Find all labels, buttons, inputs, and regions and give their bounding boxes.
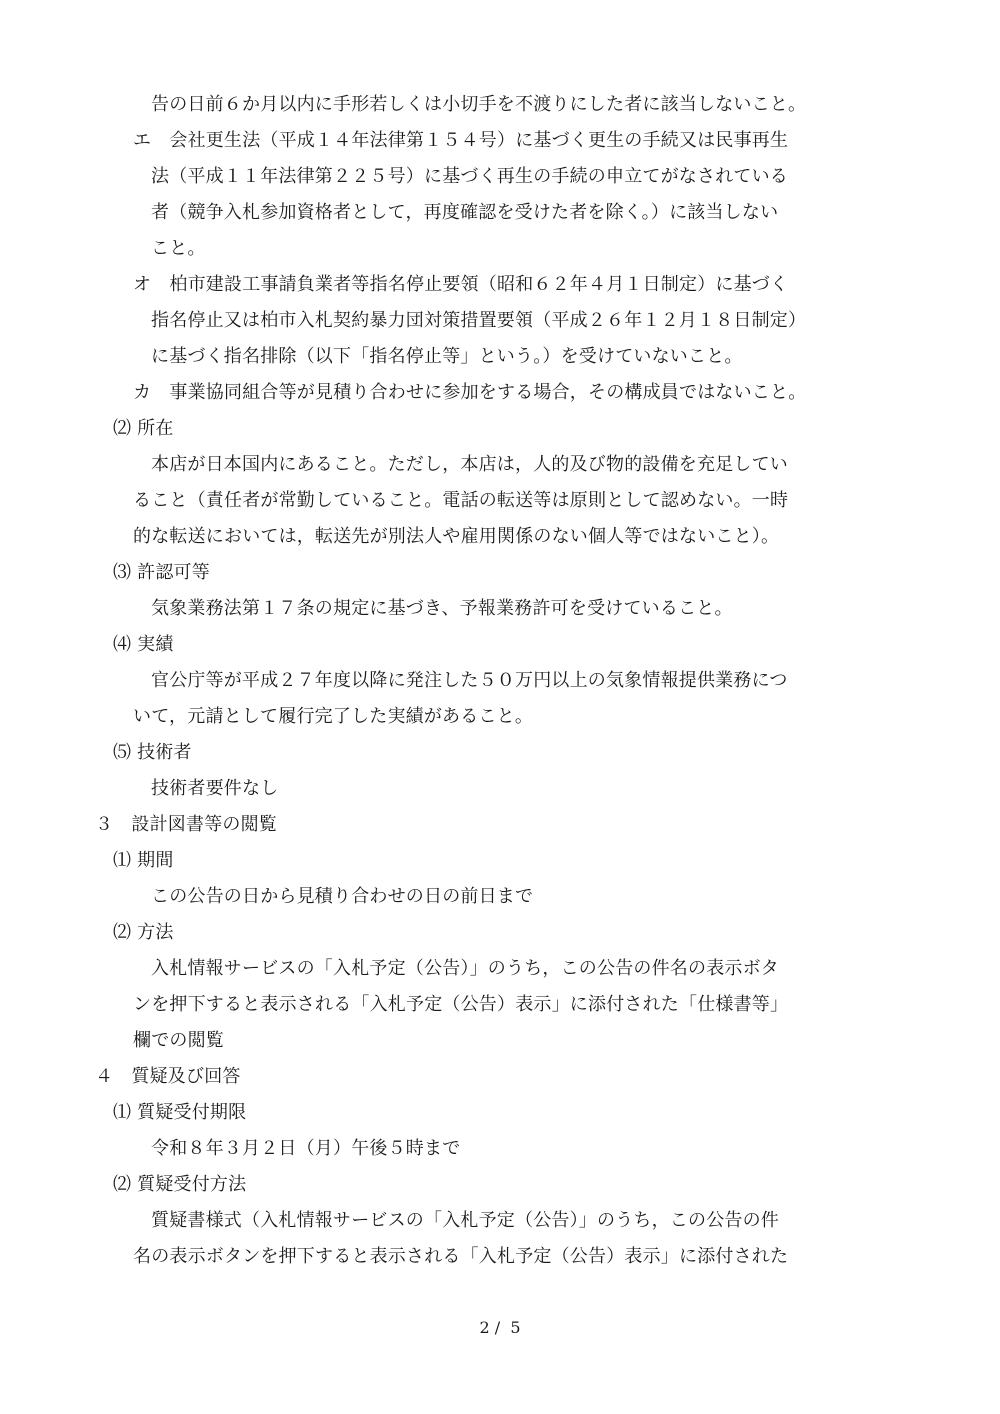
text-line: 者（競争入札参加資格者として，再度確認を受けた者を除く。）に該当しない [151,202,779,223]
section-heading: ⑵ 質疑受付方法 [113,1174,247,1195]
text-line: 名の表示ボタンを押下すると表示される「入札予定（公告）表示」に添付された [133,1246,789,1267]
section-heading: ⑶ 許認可等 [113,562,210,583]
page-number: 2 / 5 [479,1318,521,1337]
section-heading: ⑵ 所在 [113,418,174,439]
text-line: 告の日前６か月以内に手形若しくは小切手を不渡りにした者に該当しないこと。 [151,94,807,115]
text-line: この公告の日から見積り合わせの日の前日まで [151,886,534,907]
section-heading: ⑴ 期間 [113,850,174,871]
section-heading: ⑷ 実績 [113,634,174,655]
text-line: 入札情報サービスの「入札予定（公告）」のうち，この公告の件名の表示ボタ [151,958,779,979]
text-line: 的な転送においては，転送先が別法人や雇用関係のない個人等ではないこと）。 [133,526,780,547]
text-line: カ 事業協同組合等が見積り合わせに参加をする場合，その構成員ではないこと。 [133,382,807,403]
text-line: ンを押下すると表示される「入札予定（公告）表示」に添付された「仕様書等」 [133,994,789,1015]
section-heading: ⑵ 方法 [113,922,174,943]
chapter-heading: ３ 設計図書等の閲覧 [95,814,277,835]
text-line: エ 会社更生法（平成１４年法律第１５４号）に基づく更生の手続又は民事再生 [133,130,789,151]
chapter-heading: ４ 質疑及び回答 [95,1066,241,1087]
text-line: 本店が日本国内にあること。ただし，本店は，人的及び物的設備を充足してい [151,454,788,475]
text-line: オ 柏市建設工事請負業者等指名停止要領（昭和６２年４月１日制定）に基づく [133,274,789,295]
text-line: いて，元請として履行完了した実績があること。 [133,706,534,727]
text-line: に基づく指名排除（以下「指名停止等」という。）を受けていないこと。 [151,346,743,367]
section-heading: ⑴ 質疑受付期限 [113,1102,247,1123]
text-line: 質疑書様式（入札情報サービスの「入札予定（公告）」のうち，この公告の件 [151,1210,779,1231]
text-line: 令和８年３月２日（月）午後５時まで [151,1138,461,1159]
text-line: 欄での閲覧 [133,1030,224,1051]
text-line: 気象業務法第１７条の規定に基づき、予報業務許可を受けていること。 [151,598,733,619]
text-line: ること（責任者が常勤していること。電話の転送等は原則として認めない。一時 [133,490,789,511]
text-line: 官公庁等が平成２７年度以降に発注した５０万円以上の気象情報提供業務につ [151,670,788,691]
text-line: 技術者要件なし [151,778,279,799]
section-heading: ⑸ 技術者 [113,742,192,763]
text-line: 指名停止又は柏市入札契約暴力団対策措置要領（平成２６年１２月１８日制定） [151,310,807,331]
text-line: こと。 [151,238,206,259]
text-line: 法（平成１１年法律第２２５号）に基づく再生の手続の申立てがなされている [151,166,788,187]
